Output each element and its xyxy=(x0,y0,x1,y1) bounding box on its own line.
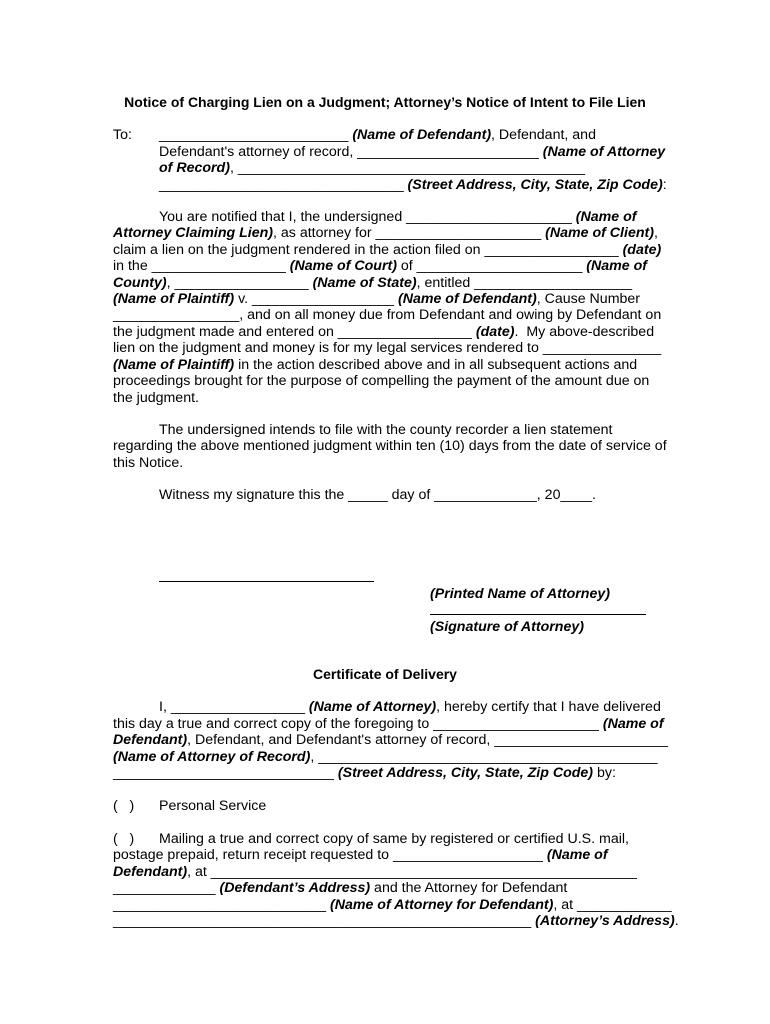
field-label: (Name of Attorney of Record) xyxy=(113,749,311,765)
field-label: (Name of xyxy=(602,716,664,732)
to-label: To: xyxy=(113,127,132,143)
text: , as attorney for _____________________ xyxy=(273,225,546,241)
field-label: (Name of Attorney for Defendant) xyxy=(329,897,554,913)
text: , Defendant, and xyxy=(491,127,596,143)
blank: ________________________ xyxy=(159,127,353,143)
to-line-3 xyxy=(159,160,585,176)
para1-line-8 xyxy=(113,324,654,340)
option-mail-line-2 xyxy=(113,847,608,863)
field-label: County) xyxy=(113,275,167,291)
field-label: (Name of Defendant) xyxy=(397,291,537,307)
text: ____________________________ xyxy=(113,765,338,781)
para1-line-1 xyxy=(159,209,637,225)
text: , Defendant, and Defendant's attorney of record, ______________________ xyxy=(187,732,668,748)
field-label: (Name of xyxy=(546,847,608,863)
field-label: (Defendant’s Address) xyxy=(219,880,371,896)
field-label: (Street Address, City, State, Zip Code) xyxy=(337,765,594,781)
text: . My above-described xyxy=(514,324,655,340)
option-mail-line-5 xyxy=(113,897,672,913)
to-line-2 xyxy=(159,144,665,160)
certificate-title: Certificate of Delivery xyxy=(313,666,457,682)
field-label: (Street Address, City, State, Zip Code) xyxy=(407,177,663,193)
witness-line: Witness my signature this the _____ day of _____________, 20____. xyxy=(159,487,596,503)
para1-line-4 xyxy=(113,258,647,274)
signature-label: (Signature of Attorney) xyxy=(430,619,584,635)
blank: _______________________________ xyxy=(159,177,408,193)
text: . xyxy=(674,913,679,929)
option-personal-service-label: Personal Service xyxy=(159,798,267,814)
to-line-1 xyxy=(159,127,596,143)
document-title: Notice of Charging Lien on a Judgment; Attorney’s Notice of Intent to File Lien xyxy=(124,94,646,110)
para1-line-9: lien on the judgment and money is for my legal services rendered to _______________ xyxy=(113,340,662,356)
para1-line-3 xyxy=(113,242,661,258)
para2-line-1: The undersigned intends to file with the county recorder a lien statement xyxy=(159,422,613,438)
cert-line-3 xyxy=(113,732,668,748)
field-label: (Name of Attorney) xyxy=(308,699,437,715)
field-label: (date) xyxy=(622,242,662,258)
field-label: (Name of Client) xyxy=(545,225,654,241)
text: of _____________________ xyxy=(396,258,587,274)
option-mail-line-3 xyxy=(113,864,637,880)
field-label: (Attorney’s Address) xyxy=(535,913,675,929)
field-label: Defendant) xyxy=(113,864,188,880)
cert-line-4 xyxy=(113,749,658,765)
field-label: (Name of Court) xyxy=(289,258,397,274)
field-label: (Name of xyxy=(575,209,637,225)
field-label: (Name of Attorney xyxy=(542,144,666,160)
option-personal-service-checkbox[interactable]: ( ) xyxy=(113,798,135,814)
text: _____________ xyxy=(113,880,220,896)
text: I, _________________ xyxy=(159,699,309,715)
field-label: (Name of xyxy=(586,258,647,274)
text: , ____________________________________________ xyxy=(229,160,585,176)
text: the judgment made and entered on _________________ xyxy=(113,324,476,340)
para2-line-3: this Notice. xyxy=(113,455,184,471)
field-label: (Name of Plaintiff) xyxy=(113,357,235,373)
field-label: of Record) xyxy=(159,160,230,176)
field-label: Attorney Claiming Lien) xyxy=(113,225,274,241)
signature-rule-left xyxy=(159,581,374,582)
text: this day a true and correct copy of the foregoing to _____________________ xyxy=(113,716,603,732)
option-mail-line-1: Mailing a true and correct copy of same by registered or certified U.S. mail, xyxy=(159,831,629,847)
text: , at ______________________________________________________ xyxy=(187,864,637,880)
text: v. __________________ xyxy=(234,291,398,307)
para1-line-5 xyxy=(113,275,632,291)
text: _____________________________________________________ xyxy=(113,913,536,929)
cert-line-5 xyxy=(113,765,616,781)
text: by: xyxy=(593,765,616,781)
text: claim a lien on the judgment rendered in the action filed on _________________ xyxy=(113,242,623,258)
field-label: (date) xyxy=(475,324,515,340)
printed-name-label: (Printed Name of Attorney) xyxy=(430,586,610,602)
text: ___________________________ xyxy=(113,897,330,913)
option-mail-line-6 xyxy=(113,913,679,929)
para1-line-11: proceedings brought for the purpose of compelling the payment of the amount due on xyxy=(113,373,650,389)
text: , entitled ____________________ xyxy=(416,275,633,291)
para1-line-10 xyxy=(113,357,637,373)
para1-line-12: the judgment. xyxy=(113,390,199,406)
para2-line-2: regarding the above mentioned judgment within ten (10) days from the date of service of xyxy=(113,438,667,454)
para1-line-7: ________________, and on all money due from Defendant and owing by Defendant on xyxy=(113,307,662,323)
text: Defendant's attorney of record, _______________________ xyxy=(159,144,543,160)
para1-line-2 xyxy=(113,225,658,241)
text: , hereby certify that I have delivered xyxy=(436,699,661,715)
option-mail-line-4 xyxy=(113,880,567,896)
para1-line-6 xyxy=(113,291,640,307)
cert-line-2 xyxy=(113,716,664,732)
option-mail-checkbox[interactable]: ( ) xyxy=(113,831,135,847)
field-label: Defendant) xyxy=(113,732,188,748)
signature-rule-right xyxy=(430,614,646,615)
text: : xyxy=(662,177,667,193)
text: You are notified that I, the undersigned _____________________ xyxy=(159,209,576,225)
field-label: (Name of Plaintiff) xyxy=(113,291,235,307)
to-line-4 xyxy=(159,177,667,193)
text: , xyxy=(653,225,658,241)
text: , Cause Number xyxy=(536,291,641,307)
field-label: (Name of Defendant) xyxy=(352,127,492,143)
text: , at ____________ xyxy=(553,897,672,913)
text: , ___________________________________________ xyxy=(310,749,658,765)
cert-line-1 xyxy=(159,699,661,715)
text: in the action described above and in all subsequent actions and xyxy=(234,357,638,373)
field-label: (Name of State) xyxy=(312,275,417,291)
text: , _________________ xyxy=(166,275,313,291)
text: postage prepaid, return receipt requested to ___________________ xyxy=(113,847,547,863)
text: in the _________________ xyxy=(113,258,290,274)
text: and the Attorney for Defendant xyxy=(370,880,568,896)
